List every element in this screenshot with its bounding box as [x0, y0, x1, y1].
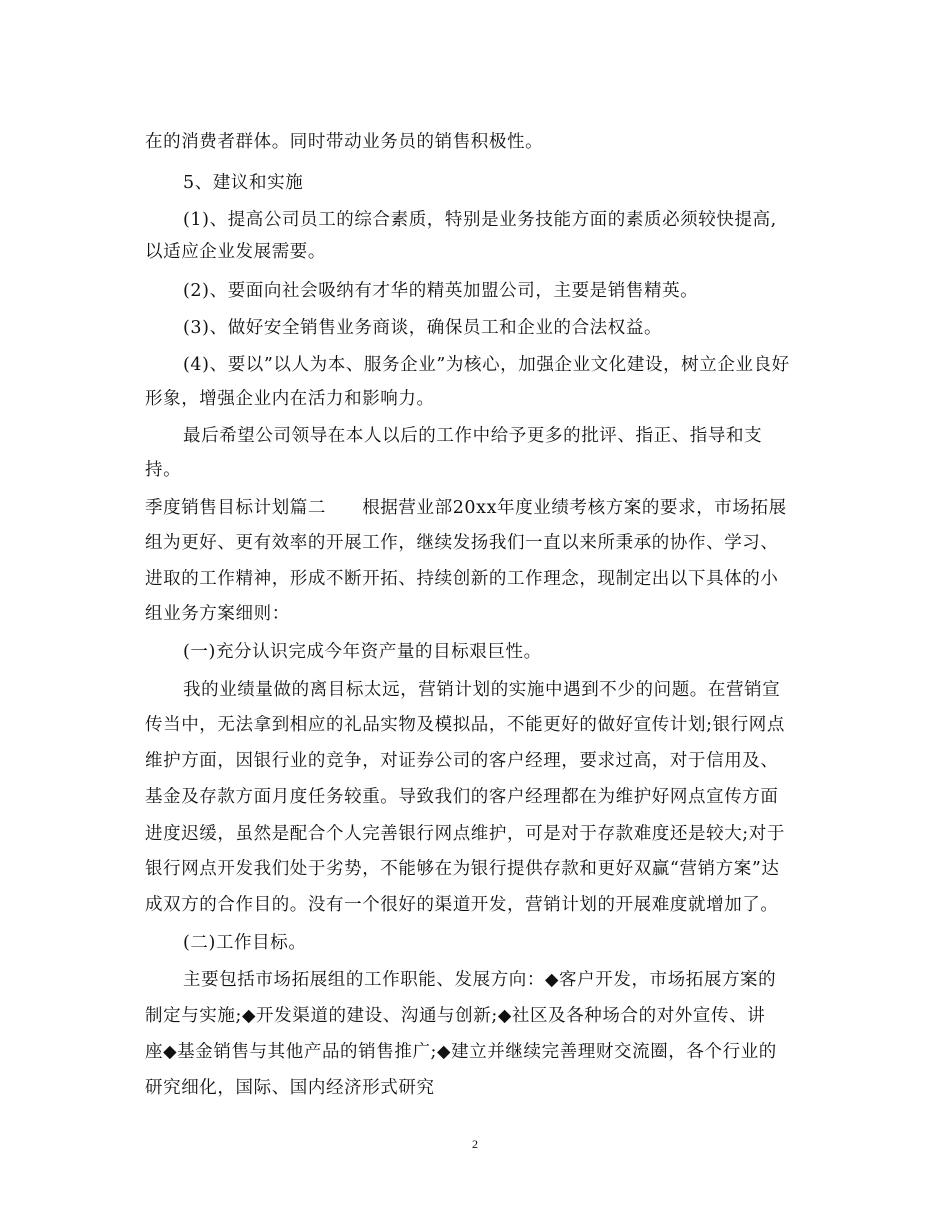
text-line: 传当中，无法拿到相应的礼品实物及模拟品，不能更好的做好宣传计划;银行网点 [145, 715, 785, 735]
text-line: 组业务方案细则： [145, 604, 290, 624]
text-line: 主要包括市场拓展组的工作职能、发展方向：◆客户开发，市场拓展方案的 [183, 970, 777, 990]
text-line: 座◆基金销售与其他产品的销售推广;◆建立并继续完善理财交流圈，各个行业的 [145, 1042, 777, 1062]
text-line: (一)充分认识完成今年资产量的目标艰巨性。 [183, 642, 542, 662]
text-line: (二)工作目标。 [183, 933, 307, 953]
text-line: 维护方面，因银行业的竞争，对证券公司的客户经理，要求过高，对于信用及、 [145, 751, 779, 771]
text-line: 季度销售目标计划篇二 根据营业部20xx年度业绩考核方案的要求，市场拓展 [145, 498, 787, 518]
page-number: 2 [472, 1137, 478, 1151]
text-line: 持。 [145, 460, 182, 480]
text-line: 在的消费者群体。同时带动业务员的销售积极性。 [145, 132, 544, 152]
text-line: (1)、提高公司员工的综合素质，特别是业务技能方面的素质必须较快提高, [183, 210, 777, 230]
text-line: 我的业绩量做的离目标太远，营销计划的实施中遇到不少的问题。在营销宣 [183, 680, 781, 700]
text-line: (2)、要面向社会吸纳有才华的精英加盟公司，主要是销售精英。 [183, 281, 699, 301]
text-line: 制定与实施;◆开发渠道的建设、沟通与创新;◆社区及各种场合的对外宣传、讲 [145, 1006, 766, 1026]
text-line: 银行网点开发我们处于劣势，不能够在为银行提供存款和更好双赢“营销方案”达 [145, 859, 780, 879]
text-line: 最后希望公司领导在本人以后的工作中给予更多的批评、指正、指导和支 [183, 426, 763, 446]
text-line: 组为更好、更有效率的开展工作，继续发扬我们一直以来所秉承的协作、学习、 [145, 533, 779, 553]
text-line: 研究细化，国际、国内经济形式研究 [145, 1078, 435, 1098]
text-line: (3)、做好安全销售业务商谈，确保员工和企业的合法权益。 [183, 318, 663, 338]
text-line: 形象，增强企业内在活力和影响力。 [145, 389, 435, 409]
text-line: 基金及存款方面月度任务较重。导致我们的客户经理都在为维护好网点宣传方面 [145, 787, 779, 807]
text-line: (4)、要以”以人为本、服务企业”为核心，加强企业文化建设，树立企业良好 [183, 355, 790, 375]
section-heading: 5、建议和实施 [183, 173, 304, 193]
text-line: 进度迟缓，虽然是配合个人完善银行网点维护，可是对于存款难度还是较大;对于 [145, 824, 785, 844]
text-line: 进取的工作精神，形成不断开拓、持续创新的工作理念，现制定出以下具体的小 [145, 569, 779, 589]
text-line: 以适应企业发展需要。 [145, 242, 326, 262]
text-line: 成双方的合作目的。没有一个很好的渠道开发，营销计划的开展难度就增加了。 [145, 895, 779, 915]
